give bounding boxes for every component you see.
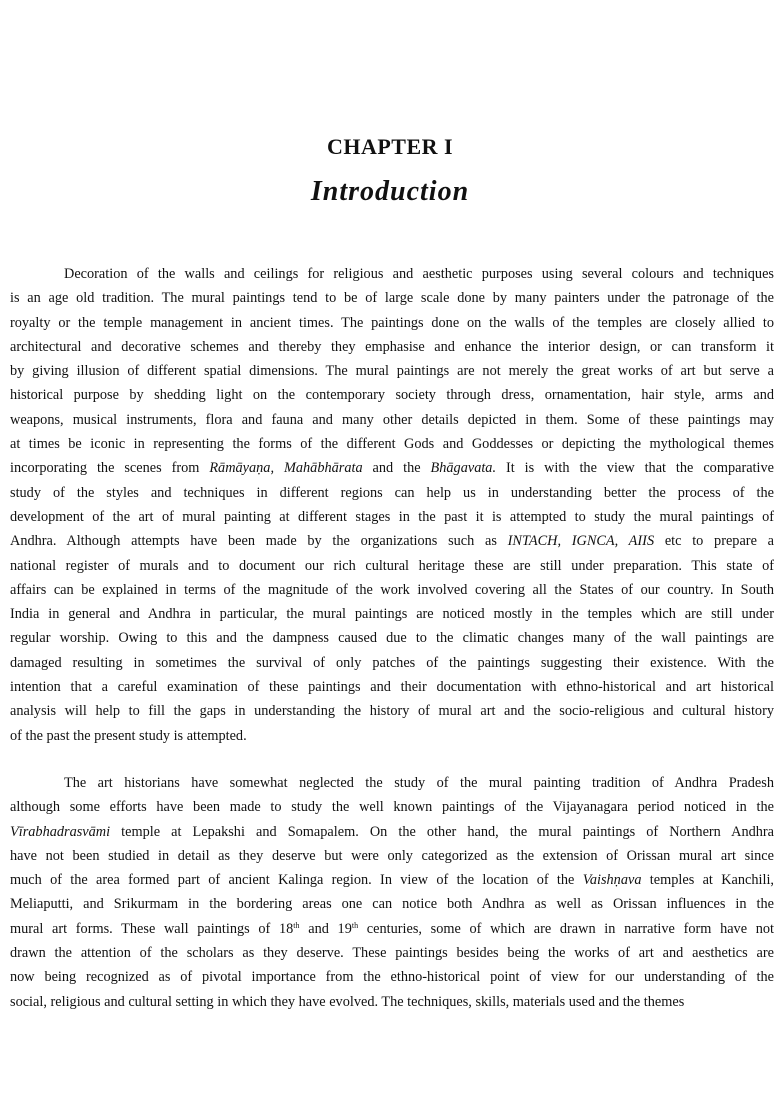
text-line: national register of murals and to document our rich cultural heritage these are still under preparation. This state of <box>10 557 774 574</box>
text-line: The art historians have somewhat neglected the study of the mural painting tradition of Andhra Pradesh <box>64 774 774 791</box>
text-line: analysis will help to fill the gaps in understanding the history of mural art and the socio-religious and cultural history <box>10 703 774 720</box>
chapter-body <box>10 262 774 1014</box>
text-line: Meliaputti, and Srikurmam in the bordering areas one can notice both Andhra as well as Orissan influences in the <box>10 896 774 913</box>
text-line: of the past the present study is attempted. <box>10 727 247 744</box>
text-line: historical purpose by shedding light on the contemporary society through dress, ornamentation, hair style, arms and <box>10 387 774 404</box>
text-line: social, religious and cultural setting in which they have evolved. The techniques, skills, materials used and the themes <box>10 993 685 1010</box>
text-line: mural art forms. These wall paintings of 18th and 19th centuries, some of which are drawn in narrative form have not <box>10 920 775 937</box>
chapter-number: CHAPTER I <box>326 134 454 159</box>
text-line: drawn the attention of the scholars as they deserve. These paintings besides being the works of art and aesthetics are <box>10 945 774 962</box>
chapter-title: Introduction <box>310 176 470 207</box>
text-line: much of the area formed part of ancient Kalinga region. In view of the location of the Vaishṇava temples at Kanchili, <box>10 872 774 889</box>
text-line: development of the art of mural painting at different stages in the past it is attempted to study the mural paintings of <box>10 508 774 525</box>
paragraph-1 <box>10 262 774 748</box>
text-line: royalty or the temple management in ancient times. The paintings done on the walls of the temples are closely allied to <box>10 314 774 331</box>
text-line: damaged resulting in sometimes the survival of only patches of the paintings suggesting their existence. With the <box>10 654 774 671</box>
text-line: is an age old tradition. The mural paintings tend to be of large scale done by many painters under the patronage of the <box>10 290 774 307</box>
paragraph-2 <box>10 771 774 1014</box>
text-line: weapons, musical instruments, flora and fauna and many other details depicted in them. Some of these paintings may <box>10 411 774 428</box>
text-line: now being recognized as of pivotal importance from the ethno-historical point of view for our understanding of the <box>10 969 774 986</box>
text-line: regular worship. Owing to this and the dampness caused due to the climatic changes many of the wall paintings are <box>10 630 774 647</box>
text-line: have not been studied in detail as they deserve but were only categorized as the extension of Orissan mural art since <box>10 847 774 864</box>
text-line: Andhra. Although attempts have been made by the organizations such as INTACH, IGNCA, AIIS etc to prepare a <box>10 533 774 550</box>
text-line: architectural and decorative schemes and thereby they emphasise and enhance the interior design, or can transform it <box>10 338 774 355</box>
text-line: although some efforts have been made to study the well known paintings of the Vijayanagara period noticed in the <box>10 799 774 816</box>
text-line: study of the styles and techniques in different regions can help us in understanding better the process of the <box>10 484 774 501</box>
text-line: incorporating the scenes from Rāmāyaṇa, Mahābhārata and the Bhāgavata. It is with the view that the comparative <box>10 460 774 477</box>
text-line: Vīrabhadrasvāmi temple at Lepakshi and Somapalem. On the other hand, the mural paintings of Northern Andhra <box>10 823 774 840</box>
text-line: intention that a careful examination of these paintings and their documentation with ethno-historical and art historical <box>10 679 774 696</box>
text-line: at times be iconic in representing the forms of the different Gods and Goddesses or depicting the mythological themes <box>10 436 774 453</box>
text-line: affairs can be explained in terms of the magnitude of the work involved covering all the States of our country. In South <box>10 581 774 598</box>
text-line: by giving illusion of different spatial dimensions. The mural paintings are not merely the great works of art but serve a <box>10 363 774 380</box>
text-line: Decoration of the walls and ceilings for religious and aesthetic purposes using several colours and techniques <box>64 266 774 282</box>
text-line: India in general and Andhra in particular, the mural paintings are noticed mostly in the temples which are still under <box>10 606 774 623</box>
